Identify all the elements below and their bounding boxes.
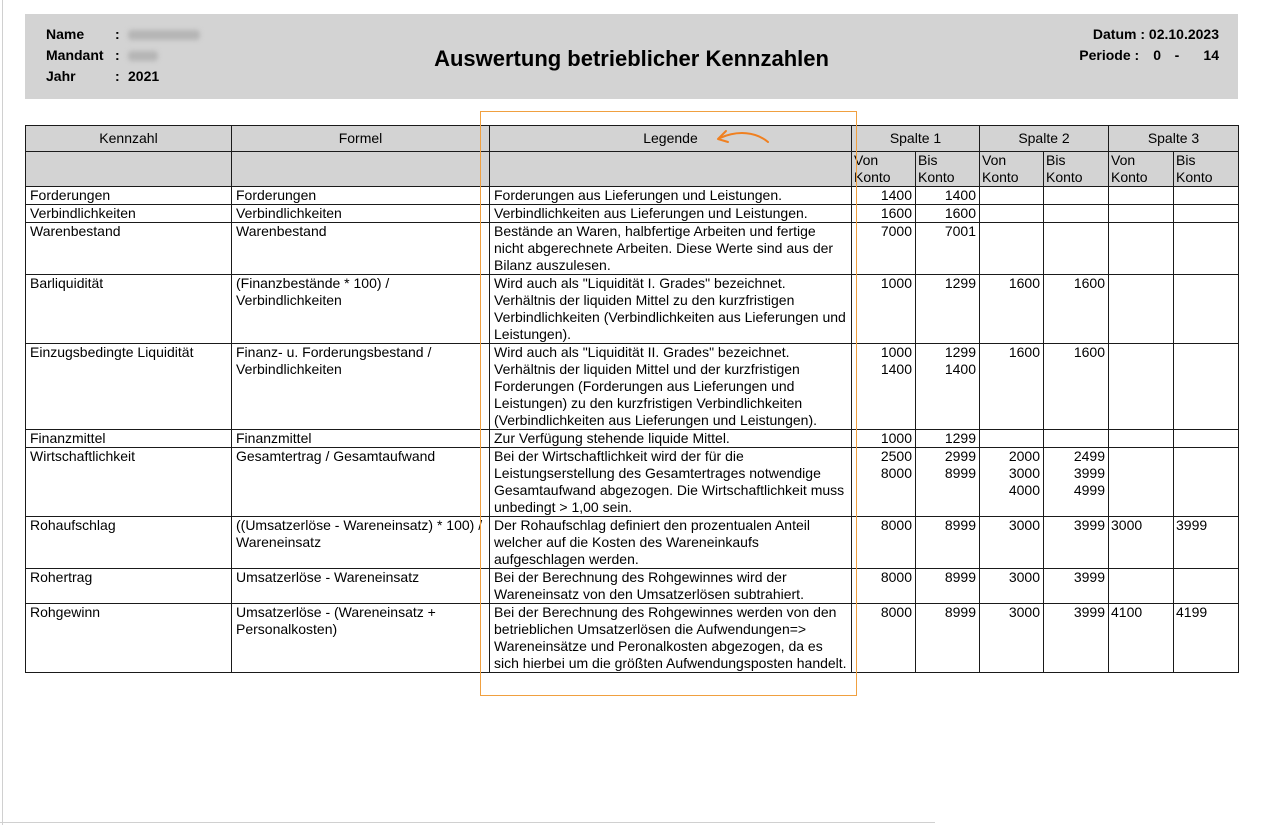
cell-kennzahl: Rohaufschlag xyxy=(26,517,232,569)
cell-kennzahl: Einzugsbedingte Liquidität xyxy=(26,344,232,430)
report-title: Auswertung betrieblicher Kennzahlen xyxy=(434,46,829,71)
cell-s1-von: 2500 8000 xyxy=(852,448,916,517)
subheader-s3-bis: Bis Konto xyxy=(1174,152,1239,187)
cell-s1-bis: 7001 xyxy=(916,223,980,275)
cell-s1-bis: 1299 xyxy=(916,430,980,448)
periode-from: 0 xyxy=(1153,47,1161,63)
cell-s3-von: 3000 xyxy=(1109,517,1174,569)
subheader-s2-von: Von Konto xyxy=(980,152,1044,187)
cell-s3-von xyxy=(1109,344,1174,430)
header-spalte-1: Spalte 1 xyxy=(852,126,980,152)
table-row xyxy=(26,187,1239,205)
cell-s3-von xyxy=(1109,430,1174,448)
table-header-row xyxy=(26,126,1239,152)
cell-s2-von xyxy=(980,430,1044,448)
cell-s3-von xyxy=(1109,275,1174,344)
cell-legende: Wird auch als "Liquidität I. Grades" bezeichnet. Verhältnis der liquiden Mittel zu den kurzfristigen Verbindlichkeiten (Verbindlichkeiten aus Lieferungen und Leistungen). xyxy=(490,275,852,344)
curved-arrow-icon xyxy=(712,128,772,146)
cell-legende: Wird auch als "Liquidität II. Grades" bezeichnet. Verhältnis der liquiden Mittel und der kurzfristigen Forderungen (Forderungen aus Lieferungen und Leistungen) zu den kurzfristigen Verbindlichkeiten (Verbindlichkeiten aus Lieferungen und Leistungen). xyxy=(490,344,852,430)
cell-s3-von xyxy=(1109,187,1174,205)
name-separator: : xyxy=(115,26,120,42)
cell-s2-bis xyxy=(1044,187,1109,205)
cell-kennzahl: Barliquidität xyxy=(26,275,232,344)
cell-formel: Umsatzerlöse - Wareneinsatz xyxy=(232,569,490,604)
subheader-s1-bis: Bis Konto xyxy=(916,152,980,187)
cell-s2-von: 3000 xyxy=(980,604,1044,673)
name-value-redacted xyxy=(128,30,200,40)
cell-s1-von: 8000 xyxy=(852,604,916,673)
cell-s1-bis: 1299 1400 xyxy=(916,344,980,430)
jahr-value: 2021 xyxy=(128,68,160,84)
cell-formel: Verbindlichkeiten xyxy=(232,205,490,223)
cell-formel: (Finanzbestände * 100) / Verbindlichkeiten xyxy=(232,275,490,344)
cell-s1-bis: 1600 xyxy=(916,205,980,223)
cell-s2-bis xyxy=(1044,205,1109,223)
cell-formel: Warenbestand xyxy=(232,223,490,275)
subheader-blank xyxy=(232,152,490,187)
table-row xyxy=(26,430,1239,448)
header-spalte-3: Spalte 3 xyxy=(1109,126,1239,152)
cell-s3-bis xyxy=(1174,430,1239,448)
subheader-s1-von: Von Konto xyxy=(852,152,916,187)
header-kennzahl: Kennzahl xyxy=(26,126,232,152)
cell-s2-von: 1600 xyxy=(980,344,1044,430)
cell-s1-von: 1400 xyxy=(852,187,916,205)
cell-s3-bis: 4199 xyxy=(1174,604,1239,673)
cell-s3-von xyxy=(1109,569,1174,604)
table-row xyxy=(26,517,1239,569)
periode-dash: - xyxy=(1174,47,1180,63)
cell-s2-bis: 1600 xyxy=(1044,344,1109,430)
cell-s2-von xyxy=(980,223,1044,275)
cell-s1-von: 1600 xyxy=(852,205,916,223)
cell-s3-von xyxy=(1109,448,1174,517)
cell-s3-bis xyxy=(1174,275,1239,344)
cell-s3-bis xyxy=(1174,569,1239,604)
cell-kennzahl: Rohertrag xyxy=(26,569,232,604)
table-subheader-row xyxy=(26,152,1239,187)
mandant-separator: : xyxy=(115,47,120,63)
cell-kennzahl: Warenbestand xyxy=(26,223,232,275)
cell-formel: Gesamtertrag / Gesamtaufwand xyxy=(232,448,490,517)
cell-formel: Umsatzerlöse - (Wareneinsatz + Personalkosten) xyxy=(232,604,490,673)
cell-s1-bis: 1299 xyxy=(916,275,980,344)
cell-s1-von: 1000 xyxy=(852,430,916,448)
subheader-blank xyxy=(26,152,232,187)
cell-formel: Forderungen xyxy=(232,187,490,205)
cell-legende: Zur Verfügung stehende liquide Mittel. xyxy=(490,430,852,448)
cell-s1-bis: 8999 xyxy=(916,604,980,673)
cell-s1-von: 8000 xyxy=(852,569,916,604)
table-row xyxy=(26,569,1239,604)
cell-legende: Bei der Berechnung des Rohgewinnes werden von den betrieblichen Umsatzerlösen die Aufwendungen=> Wareneinsätze und Peronalkosten abgezogen, da es sich hierbei um die größten Aufwendungsposten handelt. xyxy=(490,604,852,673)
page-bottom-edge xyxy=(0,822,935,823)
cell-s2-bis: 3999 xyxy=(1044,517,1109,569)
cell-legende: Forderungen aus Lieferungen und Leistungen. xyxy=(490,187,852,205)
cell-s3-bis: 3999 xyxy=(1174,517,1239,569)
periode-to: 14 xyxy=(1203,47,1219,63)
page-left-edge xyxy=(2,0,3,825)
cell-formel: Finanz- u. Forderungsbestand / Verbindlichkeiten xyxy=(232,344,490,430)
cell-kennzahl: Finanzmittel xyxy=(26,430,232,448)
cell-s3-bis xyxy=(1174,205,1239,223)
cell-s3-von xyxy=(1109,223,1174,275)
cell-legende: Verbindlichkeiten aus Lieferungen und Leistungen. xyxy=(490,205,852,223)
jahr-label: Jahr xyxy=(46,68,76,84)
table-row xyxy=(26,604,1239,673)
cell-s3-bis xyxy=(1174,344,1239,430)
subheader-blank xyxy=(490,152,852,187)
cell-s2-von: 2000 3000 4000 xyxy=(980,448,1044,517)
cell-s3-von xyxy=(1109,205,1174,223)
cell-s1-bis: 2999 8999 xyxy=(916,448,980,517)
cell-s1-bis: 8999 xyxy=(916,569,980,604)
table-row xyxy=(26,448,1239,517)
report-header xyxy=(25,14,1238,99)
cell-legende: Bei der Berechnung des Rohgewinnes wird der Wareneinsatz von den Umsatzerlösen subtrahiert. xyxy=(490,569,852,604)
cell-s1-bis: 8999 xyxy=(916,517,980,569)
subheader-s3-von: Von Konto xyxy=(1109,152,1174,187)
datum-value: 02.10.2023 xyxy=(1148,26,1219,42)
cell-s3-bis xyxy=(1174,187,1239,205)
cell-s3-bis xyxy=(1174,223,1239,275)
cell-s2-von: 3000 xyxy=(980,517,1044,569)
cell-s3-von: 4100 xyxy=(1109,604,1174,673)
cell-legende: Bestände an Waren, halbfertige Arbeiten und fertige nicht abgerechnete Arbeiten. Diese Werte sind aus der Bilanz auszulesen. xyxy=(490,223,852,275)
cell-s2-von: 3000 xyxy=(980,569,1044,604)
cell-formel: Finanzmittel xyxy=(232,430,490,448)
name-label: Name xyxy=(46,26,85,42)
cell-formel: ((Umsatzerlöse - Wareneinsatz) * 100) / Wareneinsatz xyxy=(232,517,490,569)
header-spalte-2: Spalte 2 xyxy=(980,126,1109,152)
cell-s2-bis: 2499 3999 4999 xyxy=(1044,448,1109,517)
cell-s2-von xyxy=(980,187,1044,205)
cell-kennzahl: Verbindlichkeiten xyxy=(26,205,232,223)
datum-label: Datum : xyxy=(1092,26,1146,42)
cell-s2-bis: 3999 xyxy=(1044,604,1109,673)
cell-s1-von: 8000 xyxy=(852,517,916,569)
cell-s2-bis: 1600 xyxy=(1044,275,1109,344)
subheader-s2-bis: Bis Konto xyxy=(1044,152,1109,187)
periode-label: Periode : xyxy=(1079,47,1140,63)
cell-kennzahl: Wirtschaftlichkeit xyxy=(26,448,232,517)
kennzahlen-table xyxy=(25,125,1239,673)
header-meta-right xyxy=(1079,24,1219,66)
table-row xyxy=(26,205,1239,223)
header-formel: Formel xyxy=(232,126,490,152)
table-row xyxy=(26,275,1239,344)
cell-s2-bis xyxy=(1044,223,1109,275)
cell-s1-von: 7000 xyxy=(852,223,916,275)
cell-legende: Bei der Wirtschaftlichkeit wird der für die Leistungserstellung des Gesamtertrages notwendige Gesamtaufwand abgezogen. Die Wirtschaftlichkeit muss unbedingt > 1,00 sein. xyxy=(490,448,852,517)
cell-s2-bis xyxy=(1044,430,1109,448)
table-row xyxy=(26,223,1239,275)
header-legende: Legende xyxy=(490,126,852,152)
cell-s2-von xyxy=(980,205,1044,223)
cell-s1-von: 1000 xyxy=(852,275,916,344)
cell-s2-bis: 3999 xyxy=(1044,569,1109,604)
jahr-separator: : xyxy=(115,68,120,84)
cell-s1-bis: 1400 xyxy=(916,187,980,205)
mandant-label: Mandant xyxy=(46,47,104,63)
table-row xyxy=(26,344,1239,430)
cell-kennzahl: Rohgewinn xyxy=(26,604,232,673)
cell-s3-bis xyxy=(1174,448,1239,517)
cell-legende: Der Rohaufschlag definiert den prozentualen Anteil welcher auf die Kosten des Wareneinkaufs aufgeschlagen werden. xyxy=(490,517,852,569)
cell-s2-von: 1600 xyxy=(980,275,1044,344)
cell-s1-von: 1000 1400 xyxy=(852,344,916,430)
cell-kennzahl: Forderungen xyxy=(26,187,232,205)
